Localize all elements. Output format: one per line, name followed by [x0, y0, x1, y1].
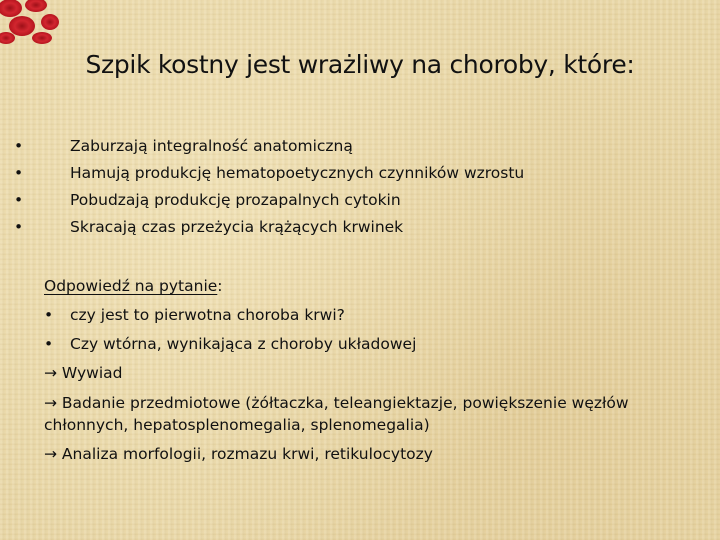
step-interview: → Wywiad: [44, 364, 123, 382]
bullet-dot: •: [44, 306, 54, 324]
list-item-text: Skracają czas przeżycia krążących krwinek: [70, 218, 404, 236]
list-item: [14, 133, 524, 160]
list-item-text: Zaburzają integralność anatomiczną: [70, 137, 353, 155]
bullet-dot: •: [14, 191, 24, 209]
bullet-dot: •: [14, 164, 24, 182]
bullet-dot: •: [14, 137, 24, 155]
list-item: [14, 160, 524, 187]
answer-heading: Odpowiedź na pytanie: [44, 277, 218, 295]
list-item-text: Pobudzają produkcję prozapalnych cytokin: [70, 191, 401, 209]
answer-heading-colon: :: [217, 277, 223, 295]
question-item: [44, 330, 694, 359]
question-text: Czy wtórna, wynikająca z choroby układowej: [70, 335, 417, 353]
slide-title: Szpik kostny jest wrażliwy na choroby, które:: [85, 50, 635, 79]
question-item: [44, 301, 694, 330]
question-text: czy jest to pierwotna choroba krwi?: [70, 306, 345, 324]
list-item-text: Hamują produkcję hematopoetycznych czynników wzrostu: [70, 164, 525, 182]
answer-heading-line: [44, 272, 694, 301]
list-item: [14, 187, 524, 214]
bullet-dot: •: [14, 218, 24, 236]
list-item: [14, 214, 524, 241]
answer-section: [44, 272, 694, 469]
step-physical-exam: → Badanie przedmiotowe (żółtaczka, teleangiektazje, powiększenie węzłów chłonnych, hepatosplenomegalia, splenomegalia): [44, 394, 629, 434]
step-blood-analysis: → Analiza morfologii, rozmazu krwi, retikulocytozy: [44, 445, 433, 463]
disease-list: [14, 133, 524, 241]
red-blood-cells-icon: [0, 0, 60, 44]
bullet-dot: •: [44, 335, 54, 353]
